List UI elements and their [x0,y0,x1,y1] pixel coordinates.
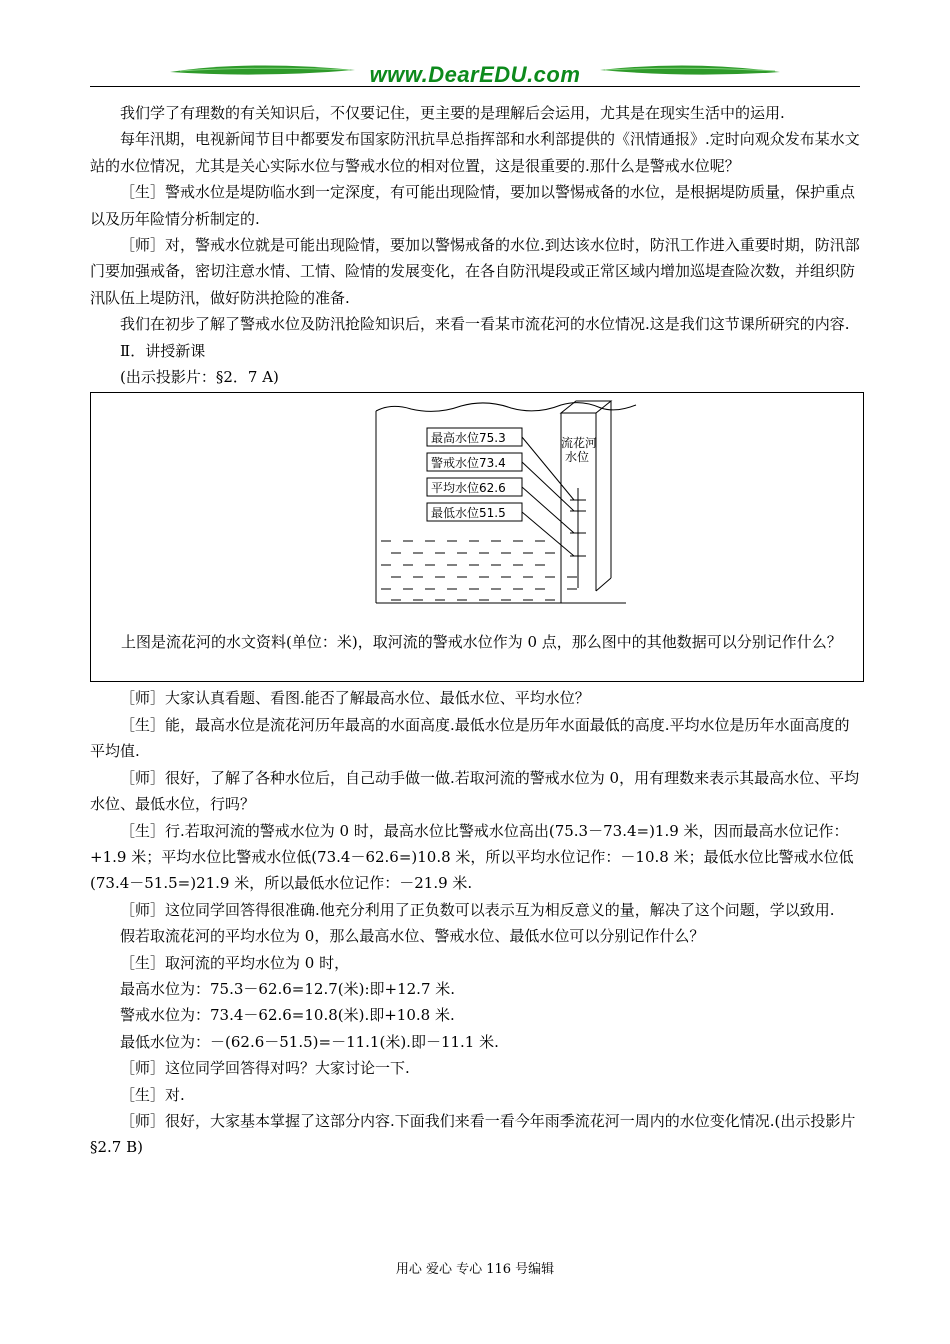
paragraph: 我们学了有理数的有关知识后，不仅要记住，更主要的是理解后会运用，尤其是在现实生活中的运用. [120,104,785,122]
paragraph: ［师］这位同学回答得很准确.他充分利用了正负数可以表示互为相反意义的量，解决了这个问题，学以致用. [120,900,835,919]
equation-line: 最高水位为：75.3－62.6=12.7(米):即+12.7 米. [120,979,456,998]
figure-caption: 上图是流花河的水文资料(单位：米)，取河流的警戒水位作为 0 点，那么图中的其他数据可以分别记作什么？ [121,633,842,652]
paragraph: ［师］对，警戒水位就是可能出现险情，要加以警惕戒备的水位.到达该水位时，防汛工作进入重要时期，防汛部门要加强戒备，密切注意水情、工情、险情的发展变化，在各自防汛堤段或正常区域内增加巡堤查险次数，并组织防汛队伍上堤防汛，做好防洪抢险的准备. [90,236,860,307]
label-lowest-level: 最低水位51.5 [431,506,506,521]
paragraph: ［生］取河流的平均水位为 0 时， [120,953,350,972]
paragraph: ［生］警戒水位是堤防临水到一定深度，有可能出现险情，要加以警惕戒备的水位，是根据堤防质量，保护重点以及历年险情分析制定的. [90,183,856,228]
paragraph: ［生］行.若取河流的警戒水位为 0 时，最高水位比警戒水位高出(75.3－73.4=)1.9 米，因而最高水位记作：+1.9 米；平均水位比警戒水位低(73.4－62.6=)10.8 米，所以平均水位记作：－10.8 米；最低水位比警戒水位低(73.4－51.5=)21.9 米，所以最低水位记作：－21.9 米. [90,821,854,893]
label-highest-level: 最高水位75.3 [431,431,506,446]
paragraph: ［师］大家认真看题、看图.能否了解最高水位、最低水位、平均水位？ [120,689,590,708]
water-level-diagram [91,393,863,629]
paragraph: ［生］对. [120,1085,185,1104]
page-header [90,58,860,94]
slide-note: (出示投影片：§2．7 A) [120,368,279,387]
paragraph: 假若取流花河的平均水位为 0，那么最高水位、警戒水位、最低水位可以分别记作什么？ [120,927,705,946]
label-average-level: 平均水位62.6 [431,481,506,496]
paragraph: 我们在初步了解了警戒水位及防汛抢险知识后，来看一看某市流花河的水位情况.这是我们这节课所研究的内容. [120,315,850,334]
site-logo-text[interactable]: www.DearEDU.com [369,62,581,87]
label-warning-level: 警戒水位73.4 [431,456,506,471]
water-level-figure [90,392,864,682]
paragraph: ［师］很好，了解了各种水位后，自己动手做一做.若取河流的警戒水位为 0，用有理数来表示其最高水位、平均水位、最低水位，行吗？ [90,768,860,814]
paragraph: ［师］很好，大家基本掌握了这部分内容.下面我们来看一看今年雨季流花河一周内的水位变化情况.(出示投影片§2.7 B) [90,1111,856,1157]
paragraph: ［生］能，最高水位是流花河历年最高的水面高度.最低水位是历年水面最低的高度.平均水位是历年水面高度的平均值. [90,715,850,761]
header-rule [90,86,860,87]
section-heading: Ⅱ．讲授新课 [120,341,206,360]
paragraph: 每年汛期，电视新闻节目中都要发布国家防汛抗旱总指挥部和水利部提供的《汛情通报》.定时向观众发布某水文站的水位情况，尤其是关心实际水位与警戒水位的相对位置，这是很重要的.那什么是警戒水位呢？ [90,130,860,175]
equation-line: 最低水位为：－(62.6－51.5)=－11.1(米).即－11.1 米. [120,1032,499,1051]
page-footer: 用心 爱心 专心 116 号编辑 [395,1262,555,1277]
paragraph: ［师］这位同学回答得对吗？大家讨论一下. [120,1059,410,1078]
post-label-line2: 水位 [565,450,590,465]
document-body [90,100,862,1161]
post-label-line1: 流花河 [561,436,598,451]
equation-line: 警戒水位为：73.4－62.6=10.8(米).即+10.8 米. [120,1006,455,1025]
